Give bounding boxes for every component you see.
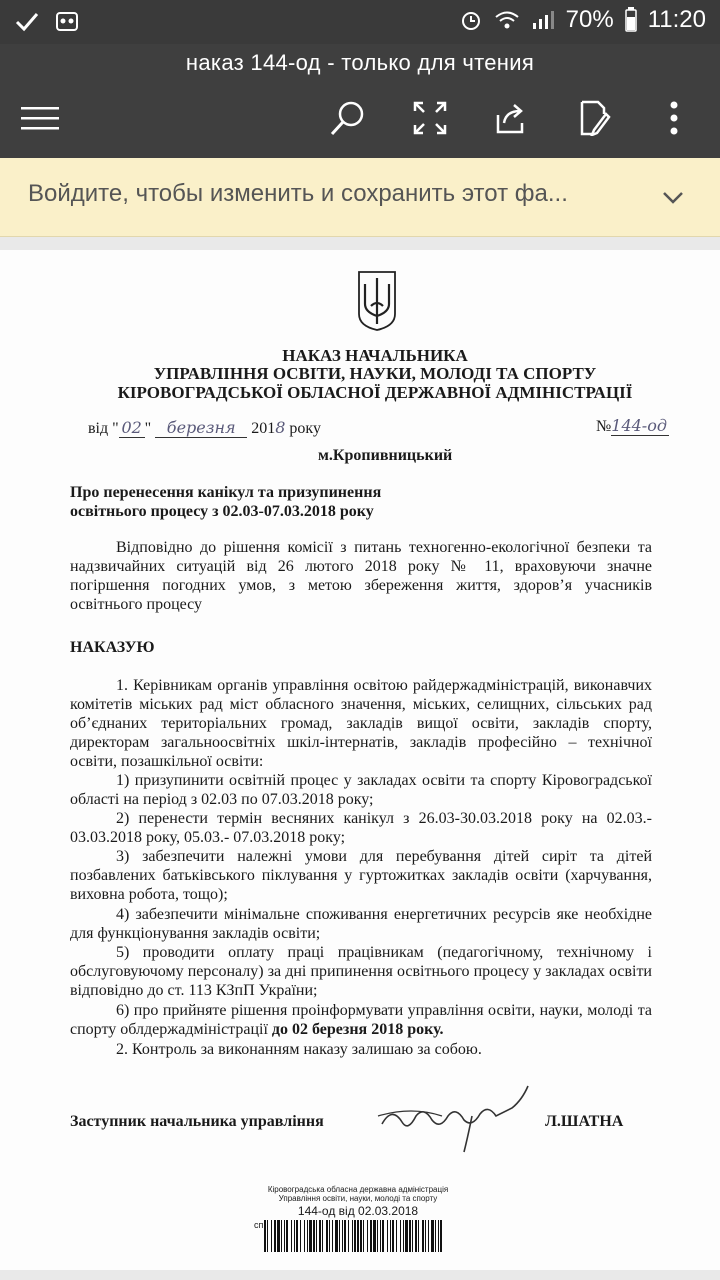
barcode-bar xyxy=(277,1220,280,1252)
barcode-bar xyxy=(387,1220,388,1252)
fullscreen-button[interactable] xyxy=(408,96,452,140)
battery-percent: 70% xyxy=(565,6,614,33)
barcode-bar xyxy=(360,1220,362,1252)
barcode-bar xyxy=(422,1220,424,1252)
item-3: 3) забезпечити належні умови для перебування дітей сиріт та дітей позбавлених батьківського піклування у гуртожитках закладів освіти (харчування, виховна робота, тощо); xyxy=(70,848,652,903)
date-quote: " xyxy=(144,420,152,437)
barcode-bar xyxy=(354,1220,356,1252)
paragraph-2: 2. Контроль за виконанням наказу залишаю за собою. xyxy=(116,1041,482,1058)
barcode-bar xyxy=(307,1220,308,1252)
stamp-registration: 144-од від 02.03.2018 xyxy=(297,1204,419,1218)
chevron-down-icon[interactable] xyxy=(660,184,686,210)
signature xyxy=(372,1076,542,1156)
document-title: наказ 144-од - только для чтения xyxy=(185,50,535,75)
paragraph-1: 1. Керівникам органів управління освітою райдержадміністрацій, виконавчих комітетів міських рад міст обласного значення, міських, селищних, сільських рад об’єднаних територіальних громад, закладів вищої освіти, закладів спорту, директорам загальноосвітніх шкіл-інтернатів, закладів професійно – технічної освіти, позашкільної освіти: xyxy=(70,677,652,770)
sign-in-banner[interactable] xyxy=(0,158,720,237)
wifi-icon xyxy=(494,7,520,33)
barcode-bar xyxy=(309,1220,312,1252)
hamburger-icon xyxy=(21,105,59,131)
trident-emblem xyxy=(355,270,399,332)
android-notification-icon xyxy=(54,8,80,34)
status-bar xyxy=(0,0,720,44)
barcode xyxy=(264,1220,444,1252)
signer-title: Заступник начальника управління xyxy=(70,1113,324,1130)
date-year-digit: 8 xyxy=(275,418,286,437)
clock-time: 11:20 xyxy=(647,6,706,33)
barcode-bar xyxy=(440,1220,442,1252)
barcode-bar xyxy=(319,1220,321,1252)
date-prefix: від " xyxy=(88,420,119,437)
signal-icon xyxy=(530,7,556,33)
stamp-line1: Кіровоградська обласна державна адміністрація xyxy=(267,1185,449,1194)
app-toolbar xyxy=(0,44,720,158)
signer-name: Л.ШАТНА xyxy=(545,1113,624,1130)
barcode-bar xyxy=(286,1220,288,1252)
barcode-bar xyxy=(415,1220,417,1252)
barcode-bar xyxy=(326,1220,328,1252)
edit-button[interactable] xyxy=(572,96,616,140)
document-page xyxy=(0,250,720,1270)
barcode-bar xyxy=(412,1220,413,1252)
more-vertical-icon xyxy=(669,101,679,135)
barcode-bar xyxy=(435,1220,436,1252)
number-prefix: № xyxy=(596,418,612,435)
number-value: 144-од xyxy=(611,416,669,436)
item-6-deadline: до 02 березня 2018 року. xyxy=(271,1021,444,1038)
search-icon xyxy=(329,99,367,137)
more-options-button[interactable] xyxy=(652,96,696,140)
barcode-bar xyxy=(367,1220,368,1252)
barcode-bar xyxy=(380,1220,381,1252)
barcode-bar xyxy=(344,1220,346,1252)
barcode-bar xyxy=(348,1220,349,1252)
barcode-bar xyxy=(405,1220,408,1252)
share-icon xyxy=(492,101,528,135)
barcode-bar xyxy=(294,1220,295,1252)
barcode-bar xyxy=(382,1220,384,1252)
city: м.Кропивницький xyxy=(318,447,453,464)
barcode-bar xyxy=(425,1220,426,1252)
barcode-bar xyxy=(400,1220,401,1252)
edit-document-icon xyxy=(576,100,612,136)
battery-icon xyxy=(624,7,638,33)
date-day: 02 xyxy=(119,418,145,438)
barcode-bar xyxy=(300,1220,301,1252)
barcode-bar xyxy=(431,1220,434,1252)
barcode-bar xyxy=(438,1220,439,1252)
barcode-bar xyxy=(339,1220,340,1252)
barcode-bar xyxy=(342,1220,343,1252)
date-suffix: року xyxy=(289,420,321,437)
date-year: 201 xyxy=(251,420,276,437)
subject-line1: Про перенесення канікул та призупинення xyxy=(70,484,382,501)
item-6-text: 6) про прийняте рішення проінформувати управління освіти, науки, молоді та спорту облдержадміністрації xyxy=(70,1002,652,1038)
intro-paragraph: Відповідно до рішення комісії з питань техногенно-екологічної безпеки та надзвичайних ситуацій від 26 лютого 2018 року № 11, враховуючи значне погіршення погодних умов, з метою збереження життя, здоров’я учасників освітнього процесу xyxy=(70,539,652,613)
subject-line2: освітнього процесу з 02.03-07.03.2018 року xyxy=(70,503,374,520)
barcode-bar xyxy=(332,1220,333,1252)
order-heading-line3: КІРОВОГРАДСЬКОЇ ОБЛАСНОЇ ДЕРЖАВНОЇ АДМІНІСТРАЦІЇ xyxy=(117,383,633,402)
item-2: 2) перенести термін весняних канікул з 26.03-30.03.2018 року на 02.03.- 03.03.2018 року, 05.03.- 07.03.2018 року; xyxy=(70,810,652,846)
item-4: 4) забезпечити мінімальне споживання енергетичних ресурсів яке необхідне для функціонування закладів освіти; xyxy=(70,906,652,942)
menu-button[interactable] xyxy=(18,96,62,140)
stamp-prefix: сп xyxy=(254,1220,264,1230)
item-1: 1) призупинити освітній процес у закладах освіти та спорту Кіровоградської області на період з 02.03 по 07.03.2018 року; xyxy=(70,772,652,808)
banner-message: Войдите, чтобы изменить и сохранить этот фа... xyxy=(28,180,568,207)
barcode-bar xyxy=(316,1220,317,1252)
barcode-bar xyxy=(335,1220,338,1252)
barcode-bar xyxy=(352,1220,353,1252)
order-heading-line1: НАКАЗ НАЧАЛЬНИКА xyxy=(282,346,468,365)
barcode-bar xyxy=(291,1220,292,1252)
expand-icon xyxy=(413,101,447,135)
barcode-bar xyxy=(409,1220,411,1252)
barcode-bar xyxy=(357,1220,359,1252)
stamp-line2: Управління освіти, науки, молоді та спорту xyxy=(278,1194,438,1203)
order-number xyxy=(596,416,669,436)
barcode-bar xyxy=(271,1220,272,1252)
date-month: березня xyxy=(155,418,247,438)
barcode-bar xyxy=(284,1220,285,1252)
barcode-bar xyxy=(296,1220,298,1252)
barcode-bar xyxy=(363,1220,364,1252)
order-word: НАКАЗУЮ xyxy=(70,639,155,656)
order-date xyxy=(88,418,321,438)
barcode-bar xyxy=(403,1220,404,1252)
barcode-bar xyxy=(264,1220,266,1252)
barcode-bar xyxy=(304,1220,305,1252)
barcode-bar xyxy=(267,1220,268,1252)
barcode-bar xyxy=(418,1220,419,1252)
barcode-bar xyxy=(281,1220,282,1252)
barcode-bar xyxy=(313,1220,315,1252)
item-5: 5) проводити оплату праці працівникам (педагогічному, технічному і обслуговуючому персоналу) за дні припинення освітнього процесу у закладах освіти відповідно до ст. 113 КЗпП України; xyxy=(70,944,652,999)
barcode-bar xyxy=(396,1220,397,1252)
barcode-bar xyxy=(274,1220,276,1252)
barcode-bar xyxy=(373,1220,376,1252)
barcode-bar xyxy=(322,1220,323,1252)
barcode-bar xyxy=(390,1220,391,1252)
barcode-bar xyxy=(377,1220,378,1252)
alarm-icon xyxy=(458,7,484,33)
barcode-bar xyxy=(370,1220,372,1252)
barcode-bar xyxy=(329,1220,330,1252)
barcode-bar xyxy=(392,1220,394,1252)
check-icon xyxy=(14,8,40,34)
order-heading-line2: УПРАВЛІННЯ ОСВІТИ, НАУКИ, МОЛОДІ ТА СПОРТУ xyxy=(153,364,597,383)
barcode-bar xyxy=(428,1220,429,1252)
item-6 xyxy=(70,1001,652,1039)
search-button[interactable] xyxy=(326,96,370,140)
share-button[interactable] xyxy=(488,96,532,140)
